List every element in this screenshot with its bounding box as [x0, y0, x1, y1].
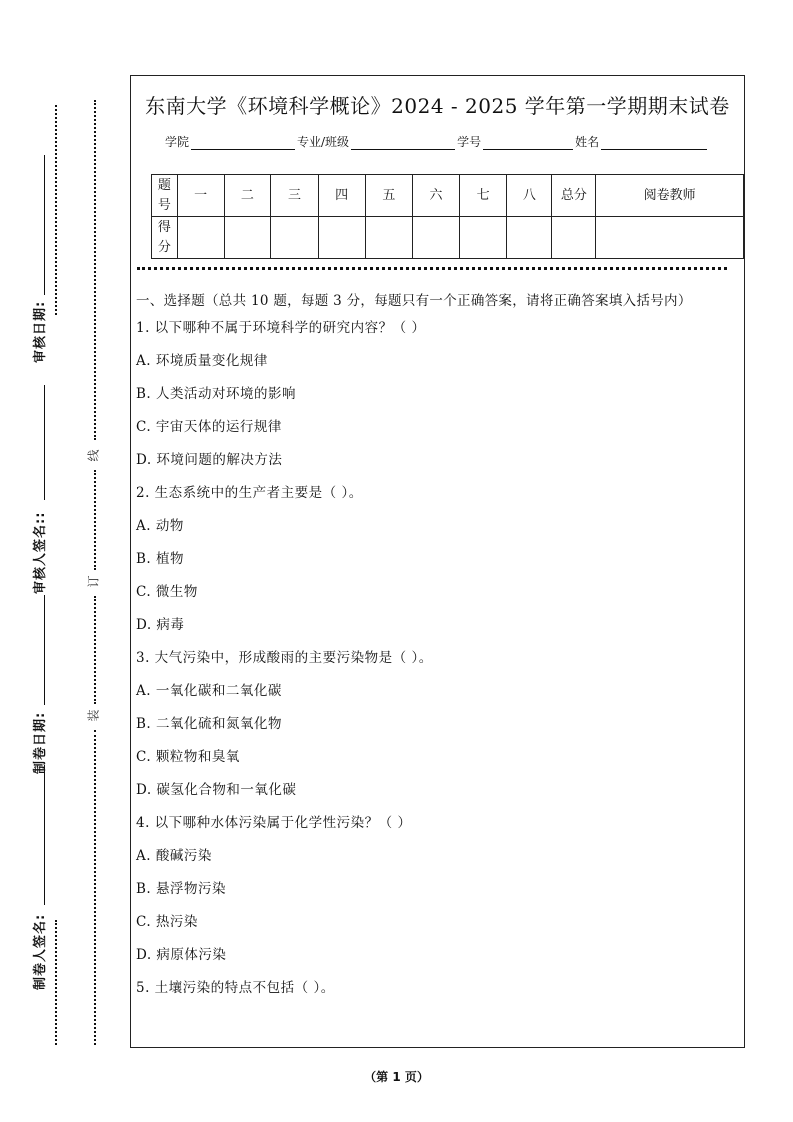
signature-line	[44, 595, 45, 705]
major-class-field[interactable]	[351, 138, 455, 150]
score-cell[interactable]	[177, 217, 224, 259]
major-class-label: 专业/班级	[297, 135, 350, 149]
option-line: B. 悬浮物污染	[136, 881, 227, 897]
score-cell[interactable]	[318, 217, 365, 259]
option-line: A. 一氧化碳和二氧化碳	[136, 683, 282, 699]
col-header: 八	[507, 175, 552, 217]
col-header: 三	[271, 175, 319, 217]
score-cell[interactable]	[365, 217, 413, 259]
score-cell[interactable]	[459, 217, 507, 259]
section-separator	[137, 267, 727, 270]
signature-line	[44, 385, 45, 500]
option-line: C. 颗粒物和臭氧	[136, 749, 240, 765]
score-cell-total[interactable]	[552, 217, 596, 259]
cut-dotted-line	[94, 100, 96, 440]
question-3: 3. 大气污染中，形成酸雨的主要污染物是（ ）。	[136, 650, 433, 666]
signature-line	[44, 765, 45, 905]
margin-dotted-line	[55, 105, 57, 315]
cut-dotted-line	[94, 730, 96, 1045]
option-line: D. 病原体污染	[136, 947, 227, 963]
option-line: D. 环境问题的解决方法	[136, 452, 283, 468]
score-cell[interactable]	[507, 217, 552, 259]
review-date-label: 审核日期:	[33, 300, 48, 363]
college-field[interactable]	[191, 138, 295, 150]
col-header: 六	[413, 175, 460, 217]
college-label: 学院	[165, 135, 190, 149]
page-number: （第 1 页）	[364, 1070, 429, 1084]
col-header: 五	[365, 175, 413, 217]
col-header: 四	[318, 175, 365, 217]
margin-dotted-line	[55, 920, 57, 1045]
option-line: A. 动物	[136, 518, 184, 534]
option-line: C. 热污染	[136, 914, 198, 930]
signature-line	[44, 155, 45, 295]
col-header: 七	[459, 175, 507, 217]
score-cell[interactable]	[271, 217, 319, 259]
score-row-header: 得分	[152, 217, 178, 259]
exam-title: 东南大学《环境科学概论》2024 - 2025 学年第一学期期末试卷	[145, 94, 730, 118]
questions-content	[136, 290, 742, 1010]
option-line: B. 人类活动对环境的影响	[136, 386, 297, 402]
col-header-total: 总分	[552, 175, 596, 217]
question-1: 1. 以下哪种不属于环境科学的研究内容？（ ）	[136, 320, 426, 336]
score-cell[interactable]	[413, 217, 460, 259]
question-4: 4. 以下哪种水体污染属于化学性污染？（ ）	[136, 815, 412, 831]
score-table	[151, 174, 744, 259]
option-line: A. 环境质量变化规律	[136, 353, 268, 369]
question-5: 5. 土壤污染的特点不包括（ ）。	[136, 980, 335, 996]
score-cell[interactable]	[224, 217, 271, 259]
cut-seal-char: 装	[86, 709, 101, 722]
option-line: B. 二氧化硫和氮氧化物	[136, 716, 283, 732]
maker-signature-label: 制卷人签名:	[33, 913, 48, 990]
maker-date-label: 制卷日期:	[33, 711, 48, 774]
option-line: C. 微生物	[136, 584, 198, 600]
cut-dotted-line	[94, 470, 96, 570]
option-line: D. 碳氢化合物和一氧化碳	[136, 782, 297, 798]
col-header-grader: 阅卷教师	[596, 175, 744, 217]
cut-dotted-line	[94, 596, 96, 704]
option-line: B. 植物	[136, 551, 185, 567]
option-line: C. 宇宙天体的运行规律	[136, 419, 282, 435]
student-id-field[interactable]	[483, 138, 573, 150]
col-header: 二	[224, 175, 271, 217]
option-line: D. 病毒	[136, 617, 185, 633]
question-number-header: 题号	[152, 175, 178, 217]
cut-line-char: 线	[86, 449, 101, 462]
name-field[interactable]	[601, 138, 707, 150]
reviewer-signature-label: 审核人签名::	[33, 511, 48, 594]
name-label: 姓名	[575, 135, 600, 149]
question-2: 2. 生态系统中的生产者主要是（ ）。	[136, 485, 363, 501]
col-header: 一	[177, 175, 224, 217]
student-info-row	[165, 133, 709, 150]
section-header: 一、选择题（总共 10 题，每题 3 分，每题只有一个正确答案，请将正确答案填入括号内）	[136, 293, 692, 309]
cut-bind-char: 订	[86, 575, 101, 588]
option-line: A. 酸碱污染	[136, 848, 212, 864]
student-id-label: 学号	[457, 135, 482, 149]
score-cell-grader[interactable]	[596, 217, 744, 259]
